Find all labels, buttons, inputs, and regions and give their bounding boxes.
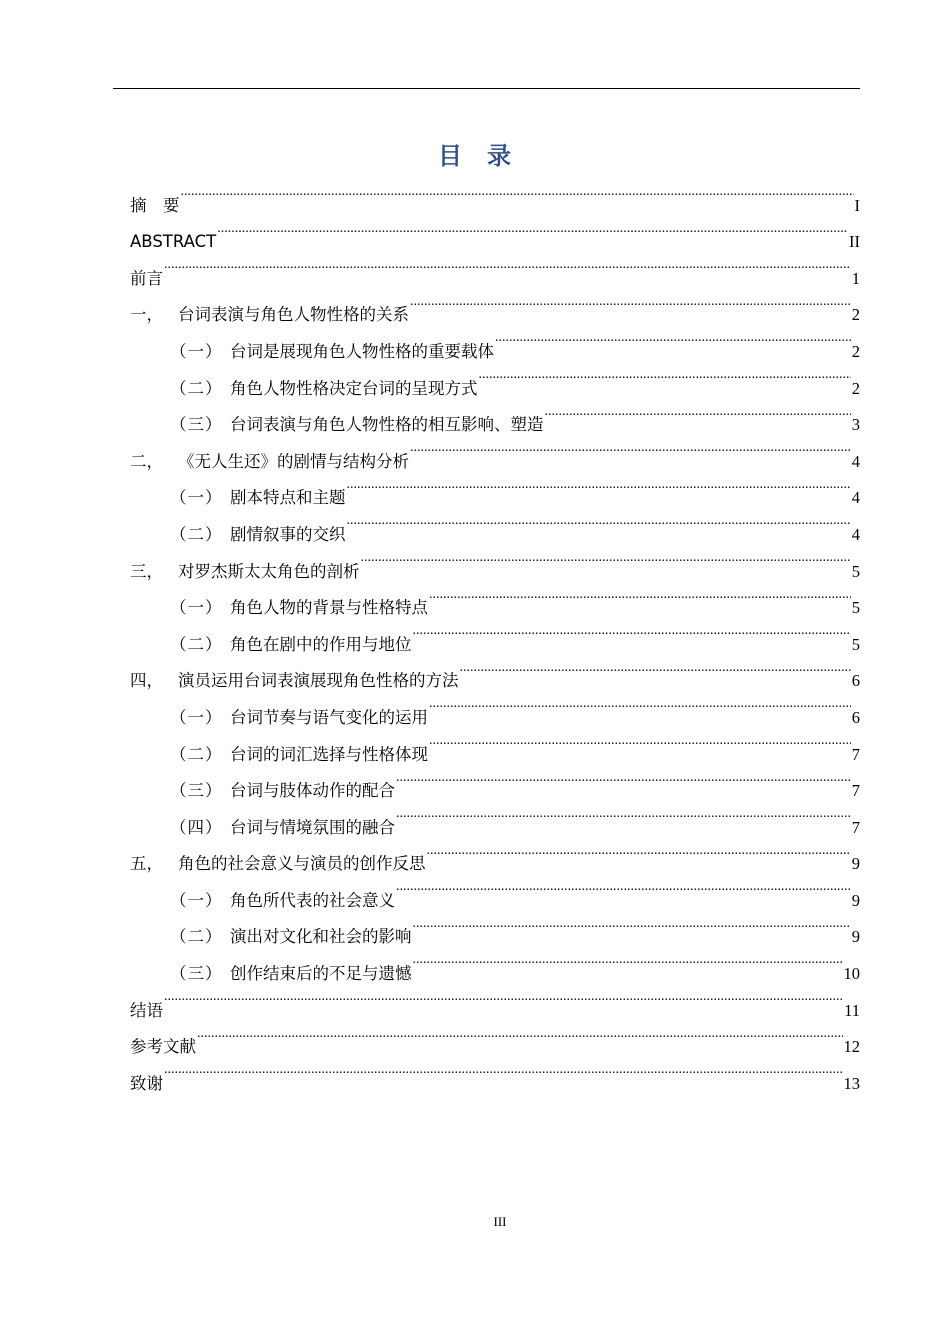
toc-entry-label [130,261,163,298]
toc-entry-number: （二） [170,634,223,654]
toc-entry-text: 台词是展现角色人物性格的重要载体 [230,341,494,361]
toc-dot-leader [164,247,851,284]
toc-entry-page: I [854,195,860,215]
toc-entry-number: （二） [170,927,223,947]
toc-entry-number: （一） [170,598,223,618]
toc-dot-leader [429,723,851,760]
toc-entry-page: 12 [843,1037,860,1057]
toc-entry-page: 5 [851,561,860,581]
toc-title [0,136,950,171]
toc-entry-page: 9 [851,927,860,947]
toc-entry-page: 6 [851,707,860,727]
header-rule [113,88,860,89]
toc-entry-page: 1 [851,268,860,288]
toc-dot-leader [413,906,851,943]
toc-entry-page: 5 [851,634,860,654]
toc-entry-label [170,480,346,517]
toc-entry-page: 3 [851,415,860,435]
toc-entry-label [130,663,459,700]
toc-entry-label [170,700,428,737]
toc-entry-text: 参考文献 [130,1037,196,1057]
toc-entry-page: 13 [843,1073,860,1093]
toc-dot-leader [410,430,851,467]
toc-entry-page: 11 [844,1000,860,1020]
toc-entry-number: 四， [130,671,163,691]
toc-entry[interactable] [130,1016,860,1057]
toc-entry-text: 对罗杰斯太太角色的剖析 [178,561,360,581]
toc-entry-number: （一） [170,488,223,508]
toc-entry-page: 5 [851,598,860,618]
toc-dot-leader [410,284,851,321]
toc-dot-leader [164,1052,843,1089]
toc-dot-leader [429,686,851,723]
toc-entry-page: 6 [851,671,860,691]
toc-entry-text: 台词表演与角色人物性格的相互影响、塑造 [230,415,544,435]
toc-entry-label [170,627,412,664]
toc-dot-leader [396,796,851,833]
toc-entry-number: （二） [170,524,223,544]
toc-entry-number: （一） [170,341,223,361]
toc-entry-number: （一） [170,707,223,727]
toc-entry[interactable] [130,284,860,325]
toc-dot-leader [429,577,851,614]
toc-entry-text: 剧本特点和主题 [230,488,346,508]
toc-entry-page: 7 [851,781,860,801]
toc-dot-leader [396,869,851,906]
toc-dot-leader [347,467,851,504]
toc-entry-page: 4 [851,488,860,508]
toc-title-char-2: 录 [487,142,512,170]
toc-dot-leader [347,503,851,540]
toc-entry-text: 台词表演与角色人物性格的关系 [178,305,409,325]
toc-entry-label [130,1066,163,1103]
toc-entry-text: 角色所代表的社会意义 [230,890,395,910]
toc-entry-text: 角色在剧中的作用与地位 [230,634,412,654]
toc-entry-text: 摘 要 [130,195,180,215]
toc-dot-leader [427,833,851,870]
toc-entry[interactable] [130,1052,860,1093]
toc-entry-page: 10 [843,964,860,984]
toc-entry-text: 台词与肢体动作的配合 [230,781,395,801]
toc-entry-number: （二） [170,744,223,764]
toc-dot-leader [197,1016,843,1053]
toc-entry-text: 致谢 [130,1073,163,1093]
toc-dot-leader [545,394,851,431]
toc-entry-text: 台词节奏与语气变化的运用 [230,707,428,727]
toc-entry-page: 9 [851,854,860,874]
toc-entry-number: 二， [130,451,163,471]
toc-entry-label [170,919,412,956]
toc-dot-leader [396,760,851,797]
toc-entry-label [170,737,428,774]
toc-entry-text: 结语 [130,1000,163,1020]
toc-entry-page: 7 [851,744,860,764]
toc-entry-label [130,297,409,334]
toc-entry-label [170,810,395,847]
toc-dot-leader [479,357,851,394]
toc-entry-text: 角色的社会意义与演员的创作反思 [178,854,426,874]
toc-entry-text: ABSTRACT [130,232,217,252]
toc-entry-text: 演出对文化和社会的影响 [230,927,412,947]
toc-entry-text: 剧情叙事的交织 [230,524,346,544]
toc-entry-text: 角色人物的背景与性格特点 [230,598,428,618]
page-number: III [493,1214,507,1229]
toc-entry-label [130,846,426,883]
toc-entry-number: 三， [130,561,163,581]
toc-entry-number: （四） [170,817,223,837]
toc-entry-label [130,554,360,591]
toc-entry-text: 台词与情境氛围的融合 [230,817,395,837]
toc-entry-label [130,188,180,225]
toc-entry-number: （三） [170,964,223,984]
toc-title-char-1: 目 [438,142,463,170]
toc-entry-text: 台词的词汇选择与性格体现 [230,744,428,764]
toc-dot-leader [164,979,843,1016]
toc-entry-page: 4 [851,524,860,544]
toc-entry[interactable] [130,211,860,252]
toc-entry-text: 《无人生还》的剧情与结构分析 [178,451,409,471]
toc-dot-leader [217,211,848,248]
toc-entry-label [170,371,478,408]
toc-entry-label [170,517,346,554]
toc-dot-leader [361,540,851,577]
toc-entry-number: （三） [170,781,223,801]
toc-entry-page: 2 [851,341,860,361]
toc-entry-number: （一） [170,890,223,910]
toc-entry-label [170,773,395,810]
toc-entry-page: 4 [851,451,860,471]
toc-entry[interactable] [130,247,860,288]
toc-dot-leader [495,320,851,357]
toc-entry-text: 演员运用台词表演展现角色性格的方法 [178,671,459,691]
toc-entry-text: 创作结束后的不足与遗憾 [230,964,412,984]
toc-entry-page: II [849,232,860,252]
toc-entry-number: （三） [170,415,223,435]
toc-entry-text: 角色人物性格决定台词的呈现方式 [230,378,478,398]
toc-entry-label [130,993,163,1030]
toc-entry-number: 五， [130,854,163,874]
toc-entry[interactable] [130,174,860,215]
toc-entry-page: 2 [851,378,860,398]
toc-dot-leader [181,174,854,211]
toc-entry-label [170,334,494,371]
toc-entry-text: 前言 [130,268,163,288]
toc-entry-label [170,590,428,627]
toc-entry-page: 2 [851,305,860,325]
toc-entry-number: 一， [130,305,163,325]
toc-entry-page: 7 [851,817,860,837]
toc-entry-number: （二） [170,378,223,398]
toc-dot-leader [460,650,851,687]
toc-dot-leader [413,942,843,979]
table-of-contents [130,174,860,1093]
toc-entry-label [170,883,395,920]
toc-entry[interactable] [130,979,860,1020]
toc-dot-leader [413,613,851,650]
toc-entry-page: 9 [851,890,860,910]
